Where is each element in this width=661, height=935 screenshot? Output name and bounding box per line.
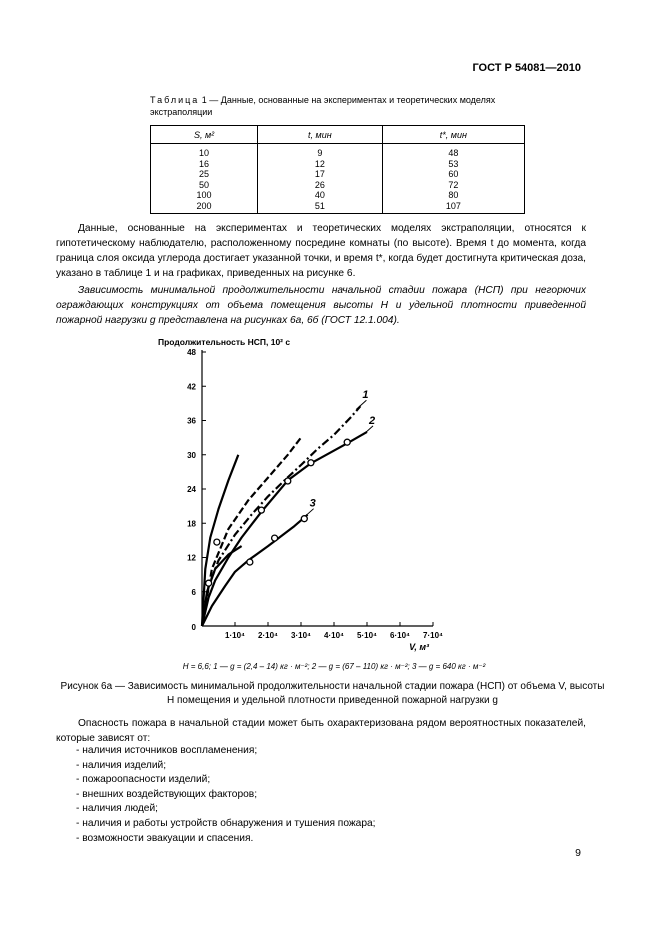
y-tick-label: 6 xyxy=(191,587,196,597)
list-item: - пожароопасности изделий; xyxy=(76,774,211,786)
data-point-marker xyxy=(206,580,212,586)
list-item: - наличия и работы устройств обнаружения и тушения пожара; xyxy=(76,817,376,829)
x-tick-label: 1·10⁴ xyxy=(225,631,245,640)
table-cell: 25 xyxy=(151,169,258,180)
y-tick-label: 18 xyxy=(187,519,196,529)
list-item: - наличия источников воспламенения; xyxy=(76,745,258,756)
series-line-curve-1 xyxy=(202,406,360,626)
figure-caption: Рисунок 6а — Зависимость минимальной продолжительности начальной стадии пожара (НСП) от объема V, высоты H помещения и удельной плотности приведенной пожарной нагрузки g xyxy=(60,681,605,706)
x-tick-label: 2·10⁴ xyxy=(258,631,278,640)
table-header-tstar: t*, мин xyxy=(382,126,524,144)
table-row xyxy=(151,159,525,170)
table-cell: 9 xyxy=(258,144,383,159)
y-tick-label: 36 xyxy=(187,416,196,426)
table-row xyxy=(151,201,525,214)
table-cell: 26 xyxy=(258,180,383,191)
x-tick-label: 6·10⁴ xyxy=(390,631,410,640)
y-axis-label: Продолжительность НСП, 10² с xyxy=(158,337,291,347)
series-label-3: 3 xyxy=(309,497,316,510)
origin-label: 0 xyxy=(191,623,196,632)
y-tick-label: 30 xyxy=(187,450,196,460)
list-item: - наличия изделий; xyxy=(76,759,167,771)
paragraph-data-description-text: Данные, основанные на экспериментах и теоретических моделях экстраполяции, относятся к гипотетическому наблюдателю, расположенному посредине комнаты (по высоте). Время t до момента, когда граница слоя оксида углерода достигает указанной точки, и время t*, когда будет достигнута критическая доза, указано в таблице 1 и на графиках, приведенных на рисунке 6. xyxy=(56,223,586,279)
paragraph-dependency-text: Зависимость минимальной продолжительности начальной стадии пожара (НСП) при негорючих ограждающих конструкциях от объема помещения высоты H и удельной плотности приведенной пожарной нагрузки g представлена на рисунках 6а, 6б (ГОСТ 12.1.004). xyxy=(56,285,586,326)
series-leader-line xyxy=(363,426,373,435)
data-point-marker xyxy=(258,507,264,513)
table-cell: 12 xyxy=(258,159,383,170)
table-row xyxy=(151,169,525,180)
figure-6a-chart xyxy=(140,335,500,680)
table-cell: 17 xyxy=(258,169,383,180)
chart-axes xyxy=(202,350,433,626)
chart-svg xyxy=(140,335,500,680)
chart-markers xyxy=(206,439,351,586)
list-item: - внешних воздействующих факторов; xyxy=(76,788,258,800)
table-caption xyxy=(150,94,520,118)
table-cell: 16 xyxy=(151,159,258,170)
table-cell: 40 xyxy=(258,190,383,201)
data-point-marker xyxy=(272,535,278,541)
paragraph-dependency xyxy=(56,283,586,328)
x-tick-label: 4·10⁴ xyxy=(324,631,344,640)
table-cell: 72 xyxy=(382,180,524,191)
data-point-marker xyxy=(285,478,291,484)
paragraph-hazard xyxy=(56,716,586,746)
table-cell: 100 xyxy=(151,190,258,201)
series-label-1: 1 xyxy=(362,389,369,402)
table-row xyxy=(151,180,525,191)
x-tick-label: 3·10⁴ xyxy=(291,631,311,640)
data-table xyxy=(150,125,525,214)
table-cell: 51 xyxy=(258,201,383,214)
y-tick-label: 42 xyxy=(187,382,196,392)
data-point-marker xyxy=(247,559,253,565)
table-cell: 200 xyxy=(151,201,258,214)
table-cell: 107 xyxy=(382,201,524,214)
table-cell: 53 xyxy=(382,159,524,170)
table-caption-label: Таблица xyxy=(150,95,200,105)
table-row xyxy=(151,190,525,201)
x-tick-label: 7·10⁴ xyxy=(423,631,443,640)
series-line-curve-3 xyxy=(202,515,308,626)
figure-note: H = 6,6; 1 — g = (2,4 – 14) кг · м⁻²; 2 — g = (67 – 110) кг · м⁻²; 3 — g = 640 кг · м⁻² xyxy=(182,662,486,671)
table-caption-text: 1 — Данные, основанные на экспериментах и теоретических моделях экстраполяции xyxy=(150,95,496,117)
factor-list xyxy=(76,744,376,846)
table-row xyxy=(151,144,525,159)
paragraph-hazard-text: Опасность пожара в начальной стадии может быть охарактеризована рядом вероятностных показателей, которые зависят от: xyxy=(56,718,586,744)
series-leader-line xyxy=(356,400,366,409)
table-cell: 80 xyxy=(382,190,524,201)
paragraph-data-description xyxy=(56,221,586,281)
data-point-marker xyxy=(344,439,350,445)
y-tick-label: 24 xyxy=(187,485,196,494)
data-point-marker xyxy=(308,460,314,466)
table-header-row xyxy=(151,126,525,144)
list-item: - наличия людей; xyxy=(76,803,158,815)
data-point-marker xyxy=(214,539,220,545)
table-header-t: t, мин xyxy=(258,126,383,144)
table-cell: 48 xyxy=(382,144,524,159)
table-header-s: S, м² xyxy=(151,126,258,144)
table-cell: 50 xyxy=(151,180,258,191)
chart-labels xyxy=(158,337,443,652)
table-cell: 10 xyxy=(151,144,258,159)
y-tick-label: 48 xyxy=(187,348,196,357)
chart-series xyxy=(202,400,376,626)
page-number: 9 xyxy=(575,847,581,859)
document-code: ГОСТ Р 54081—2010 xyxy=(472,62,581,74)
x-tick-label: 5·10⁴ xyxy=(357,631,377,640)
series-label-2: 2 xyxy=(369,414,376,427)
series-line-curve-2 xyxy=(202,432,367,626)
data-point-marker xyxy=(301,516,307,522)
y-tick-label: 12 xyxy=(187,553,196,563)
list-item: - возможности эвакуации и спасения. xyxy=(76,832,254,844)
table-cell: 60 xyxy=(382,169,524,180)
x-axis-label: V, м³ xyxy=(409,642,429,652)
